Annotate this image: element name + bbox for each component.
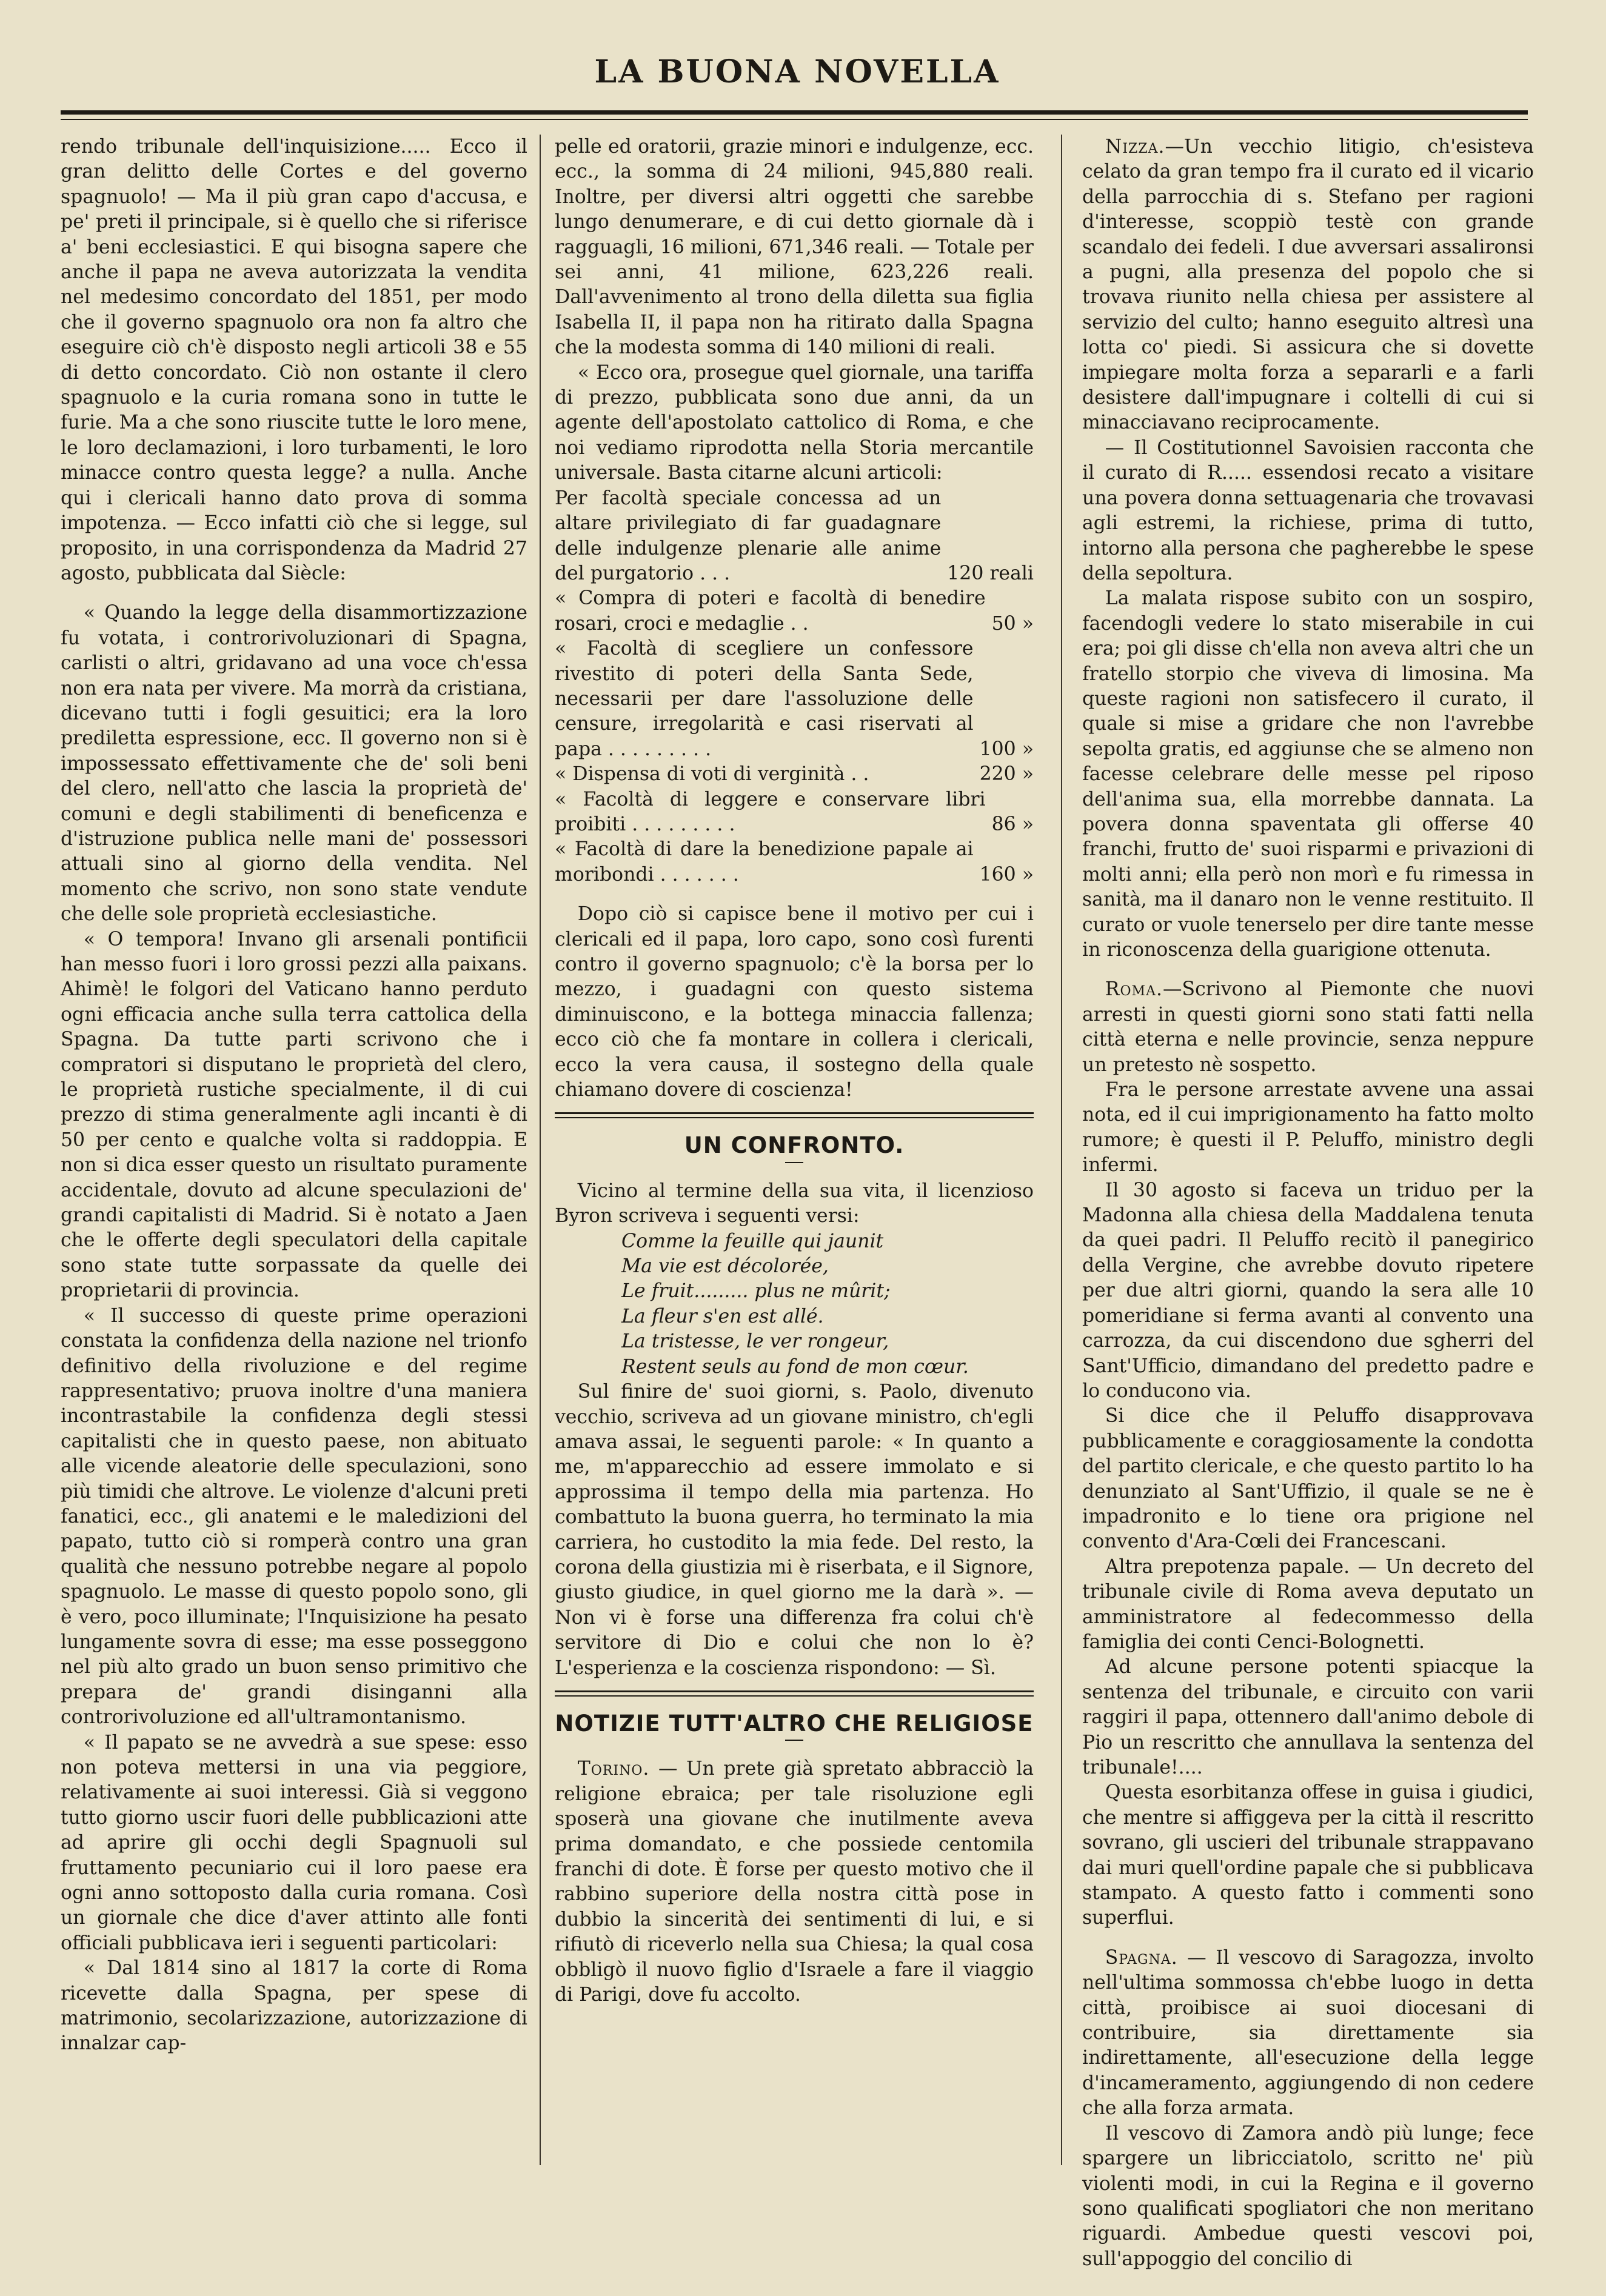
tariff-item (555, 787, 1034, 838)
tariff-item-text: « Dispensa di voti di verginità . . (555, 763, 869, 786)
col3-paragraph: Questa esorbitanza offese in guisa i giudici, che mentre si affiggeva per la città il rescritto sovrano, gli uscieri del tribunale strappavano dai muri quell'ordine papale che si pubblicava stampato. A questo fatto i commenti sono superflui. (1082, 1781, 1534, 1929)
tariff-item-text: « Facoltà di leggere e conservare libri proibiti . . . . . . . . . (555, 788, 986, 835)
city-name: Torino. (577, 1758, 650, 1780)
nizza-body: —Un vecchio litigio, ch'esisteva celato da gran tempo fra il curato ed il vicario della parrocchia di s. Stefano per ragioni d'interesse, scoppiò testè con grande scandalo dei fedeli. I due avversari assalironsi a pugni, alla presenza del popolo che si trovava riunito nella chiesa per assistere al servizio del culto; hanno eseguito altresì una lotta co' piedi. Si assicura che si dovette impiegare molta forza a separarli e a farli desistere dall'impugnare i coltelli di cui si minacciavano reciprocamente. (1082, 136, 1534, 434)
roma-body: —Scrivono al Piemonte che nuovi arresti in questi giorni sono stati fatti nella città eterna e nelle provincie, senza neppure un pretesto nè sospetto. (1082, 978, 1534, 1076)
col1-paragraph: rendo tribunale dell'inquisizione..... Ecco il gran delitto delle Cortes e del governo spagnuolo! — Ma il più gran capo d'accusa, e pe' preti il principale, si è quello che si riferisce a' beni ecclesiastici. E qui bisogna sapere che anche il papa ne aveva autorizzata la vendita nel medesimo concordato del 1851, per modo che il governo spagnuolo ora non fa altro che eseguire ciò ch'è disposto negli articoli 38 e 55 di detto concordato. Ciò non ostante il clero spagnuolo e la curia romana sono in tutte le furie. Ma a che sono riuscite tutte le loro mene, le loro declamazioni, i loro turbamenti, le loro minacce contro questa legge? a nulla. Anche qui i clericali hanno dato prova di somma impotenza. — Ecco infatti ciò che si legge, sul proposito, in una corrispondenza da Madrid 27 agosto, pubblicata dal Siècle: (61, 136, 527, 584)
col2-paragraph: « Ecco ora, prosegue quel giornale, una tariffa di prezzo, pubblicata sono due anni, da un agente dell'apostolato cattolico di Roma, e che noi vediamo riprodotta nella Storia mercantile universale. Basta citarne alcuni articoli: (555, 361, 1034, 484)
col3-paragraph: Il vescovo di Zamora andò più lunge; fece spargere un libricciatolo, scritto ne' più violenti modi, in cui la Regina e il governo sono qualificati spogliatori che non meritano riguardi. Ambedue questi vescovi poi, sull'appoggio del concilio di (1082, 2122, 1534, 2270)
tariff-item-price: 220 » (979, 763, 1034, 786)
col1-paragraph: « Dal 1814 sino al 1817 la corte di Roma ricevette dalla Spagna, per spese di matrimonio, secolarizzazione, autorizzazione di innalzar cap- (61, 1957, 527, 2055)
spagna-body: — Il vescovo di Saragozza, involto nell'ultima sommossa ch'ebbe luogo in detta città, proibisce ai suoi diocesani di contribuire, sia direttamente sia indirettamente, all'esecuzione della legge d'incameramento, aggiungendo di non cedere che alla forza armata. (1082, 1946, 1534, 2120)
section-rule (555, 1112, 1034, 1114)
col3-paragraph: Fra le persone arrestate avvene una assai nota, ed il cui imprigionamento ha fatto molto rumore; è questi il P. Peluffo, ministro degli infermi. (1082, 1079, 1534, 1176)
col1-paragraph: « Il papato se ne avvedrà a sue spese: esso non poteva mettersi in una via peggiore, relativamente ai suoi interessi. Già si veggono tutto giorno uscir fuori delle pubblicazioni atte ad aprire gli occhi degli Spagnuoli sul fruttamento pecuniario cui il loro paese era ogni anno sottoposto dalla curia romana. Così un giornale che dice d'aver attinto alle fonti officiali pubblicava ieri i seguenti particolari: (61, 1731, 527, 1954)
tariff-item (555, 762, 1034, 787)
col3-paragraph: Altra prepotenza papale. — Un decreto del tribunale civile di Roma aveva deputato un amministratore al fedecommesso della famiglia dei conti Cenci-Bolognetti. (1082, 1555, 1534, 1653)
verse-line: Ma vie est décolorée, (621, 1255, 829, 1278)
col3-paragraph: Si dice che il Peluffo disapprovava pubblicamente e coraggiosamente la condotta del partito clericale, e che questo partito lo ha denunziato al Sant'Uffizio, il quale se ne è impadronito e lo tiene ora prigione nel convento d'Ara-Cœli dei Francescani. (1082, 1405, 1534, 1553)
tariff-list (555, 486, 1034, 888)
col3-paragraph: — Il Costitutionnel Savoisien racconta che il curato di R..... essendosi recato a visitare una povera donna settuagenaria che trovavasi agli estremi, la richiese, prima di tutto, intorno alla persona che pagherebbe le spese della sepoltura. (1082, 436, 1534, 584)
confronto-intro: Vicino al termine della sua vita, il licenzioso Byron scriveva i seguenti versi: (555, 1180, 1034, 1227)
tariff-item-text: Per facoltà speciale concessa ad un altare privilegiato di far guadagnare delle indulgenze plenarie alle anime del purgatorio . . . (555, 487, 942, 584)
section-rule (555, 1695, 1034, 1697)
city-name: Roma. (1105, 978, 1163, 1001)
nizza-news (1082, 135, 1534, 436)
spagna-news (1082, 1946, 1534, 2121)
roma-news (1082, 977, 1534, 1078)
verse-line: Restent seuls au fond de mon cœur. (621, 1355, 969, 1378)
tariff-item-text: « Facoltà di dare la benedizione papale ai moribondi . . . . . . . (555, 838, 974, 886)
column-2 (555, 135, 1034, 2165)
masthead-rule-thin (61, 119, 1528, 120)
verse-line: La fleur s'en est allé. (621, 1305, 824, 1327)
tariff-item-price: 120 reali (947, 562, 1034, 584)
col1-paragraph: « Il successo di queste prime operazioni constata la confidenza della nazione nel trionfo definitivo della rivoluzione e del regime rappresentativo; pruova inoltre d'una maniera incontrastabile la confidenza degli stessi capitalisti che in questo paese, non abituato alle vicende aleatorie delle speculazioni, sono più timidi che altrove. Le violenze d'alcuni preti fanatici, ecc., gli anatemi e le maledizioni del papato, tutto ciò si romperà contro una gran qualità che nessuno potrebbe negare al popolo spagnuolo. Le masse di questo popolo sono, gli è vero, poco illuminate; l'Inquisizione ha pesato lungamente sovra di esse; ma esse posseggono nel più alto grado un buon senso primitivo che prepara de' grandi disinganni alla controrivoluzione ed all'ultramontanismo. (61, 1304, 527, 1729)
masthead: LA BUONA NOVELLA (594, 53, 1000, 90)
tariff-item-price: 160 » (979, 863, 1034, 886)
col3-paragraph: La malata rispose subito con un sospiro, facendogli vedere lo stato miserabile in cui era; poi gli disse ch'ella non aveva altri che un fratello storpio che viveva di limosina. Ma queste ragioni non satisfecero il curato, il quale si mise a gridare che non l'avrebbe sepolta gratis, ed aggiunse che se almeno non facesse celebrare delle messe pel riposo dell'anima sua, ella morrebbe dannata. La povera donna spaventata gli offerse 40 franchi, frutto de' suoi risparmi e privazioni di molti anni; ella però non morì e fu rimessa in sanità, ma il danaro non le venne restituito. Il curato or vuole tenerselo per dire tante messe in riconoscenza della guarigione ottenuta. (1082, 587, 1534, 961)
torino-news (555, 1757, 1034, 2007)
verse-line: Le fruit......... plus ne mûrit; (621, 1280, 891, 1303)
column-1 (61, 135, 527, 2165)
section-title-confronto: UN CONFRONTO. (684, 1132, 905, 1159)
col3-paragraph: Il 30 agosto si faceva un triduo per la Madonna alla chiesa della Maddalena tenuta da quei padri. Il Peluffo recitò il panegirico della Vergine, che avrebbe dovuto ripetere per due altri giorni, quando la sera alle 10 pomeridiane si ferma avanti al convento una carrozza, da cui discendono due sgherri del Sant'Ufficio, dimandano del predetto padre e lo conducono via. (1082, 1179, 1534, 1402)
col3-paragraph: Ad alcune persone potenti spiacque la sentenza del tribunale, e circuito con varii raggiri il papa, ottennero dall'animo debole di Pio un rescritto che annullava la sentenza del tribunale!.... (1082, 1656, 1534, 1778)
column-3 (1082, 135, 1534, 2270)
city-name: Nizza. (1105, 136, 1165, 158)
verse-line: Comme la feuille qui jaunit (621, 1230, 884, 1252)
section-dash (785, 1162, 803, 1163)
tariff-item-price: 100 » (979, 738, 1034, 760)
tariff-item (555, 486, 1034, 587)
tariff-item-text: « Compra di poteri e facoltà di benedire rosari, croci e medaglie . . (555, 587, 986, 635)
col2-conclusion: Dopo ciò si capisce bene il motivo per cui i clericali ed il papa, loro capo, sono così furenti contro il governo spagnuolo; c'è la borsa per lo mezzo, i guadagni con questo sistema diminuiscono, e la bottega minaccia fallenza; ecco ciò che fa montare in collera i clericali, ecco la vera causa, il sostegno della quale chiamano dovere di coscienza! (555, 903, 1034, 1101)
column-divider-1 (540, 135, 541, 2165)
col1-paragraph: « O tempora! Invano gli arsenali pontificii han messo fuori i loro grossi pezzi alla paixans. Ahimè! le folgori del Vaticano hanno perduto ogni efficacia anche sulla terra cattolica della Spagna. Da tutte parti scrivono che i compratori si disputano le proprietà del clero, le proprietà rustiche specialmente, il di cui prezzo di stima generalmente agli incanti è di 50 per cento e qualche volta si raddoppia. E non si dica esser questo un risultato puramente accidentale, dovuto ad alcune speculazioni de' grandi capitalisti di Madrid. Si è notato a Jaen che le offerte degli speculatori della capitale sono state tutte sorpassate da quelle dei proprietarii di provincia. (61, 928, 527, 1302)
tariff-item-text: « Facoltà di scegliere un confessore rivestito di poteri della Santa Sede, necessarii per dare l'assoluzione delle censure, irregolarità e casi riservati al papa . . . . . . . . . (555, 638, 974, 760)
torino-body: — Un prete già spretato abbracciò la religione ebraica; per tale risoluzione egli sposerà una giovane che inutilmente aveva prima domandato, e che possiede centomila franchi di dote. È forse per questo motivo che il rabbino superiore della nostra città pose in dubbio la sincerità dei sentimenti di lui, e si rifiutò di riceverlo nella sua Chiesa; la qual cosa obbligò il nuovo figlio d'Israele a fare il viaggio di Parigi, dove fu accolto. (555, 1758, 1034, 2006)
byron-verses (555, 1229, 1034, 1380)
city-name: Spagna. (1105, 1946, 1178, 1969)
tariff-item (555, 837, 1034, 887)
col1-paragraph: « Quando la legge della disammortizzazione fu votata, i controrivoluzionari di Spagna, carlisti o altri, gridavano ad una voce ch'essa non era nata per vivere. Ma morrà da cristiana, dicevano tutti i fogli gesuitici; era la loro prediletta espressione, ecc. Il governo non si è impossessato effettivamente che de' soli beni del clero, nell'atto che lascia la proprietà de' comuni e degli stabilimenti di beneficenza e d'istruzione publica nelle mani de' possessori attuali sino al giorno della vendita. Nel momento che scrivo, non sono state vendute che delle sole proprietà ecclesiastiche. (61, 602, 527, 926)
verse-line: La tristesse, le ver rongeur, (621, 1330, 889, 1353)
tariff-item (555, 636, 1034, 762)
col2-paragraph: pelle ed oratorii, grazie minori e indulgenze, ecc. ecc., la somma di 24 milioni, 945,880 reali. Inoltre, per diversi altri oggetti che sarebbe lungo denumerare, e di cui detto giornale dà i ragguagli, 16 milioni, 671,346 reali. — Totale per sei anni, 41 milione, 623,226 reali. Dall'avvenimento al trono della diletta sua figlia Isabella II, il papa non ha ritirato dalla Spagna che la modesta somma di 140 milioni di reali. (555, 136, 1034, 359)
section-rule (555, 1117, 1034, 1118)
confronto-body: Sul finire de' suoi giorni, s. Paolo, divenuto vecchio, scriveva ad un giovane ministro, ch'egli amava assai, le seguenti parole: « In quanto a me, m'apparecchio ad essere immolato e si approssima il tempo della mia partenza. Ho combattuto la buona guerra, ho terminato la mia carriera, ho custodito la mia fede. Del resto, la corona della giustizia mi è riserbata, e il Signore, giusto giudice, in quel giorno me la darà ». — Non vi è forse una differenza fra colui ch'è servitore di Dio e colui che non lo è? L'esperienza e la coscienza rispondono: — Sì. (555, 1381, 1034, 1679)
tariff-item (555, 586, 1034, 636)
tariff-item-price: 86 » (991, 813, 1034, 835)
tariff-item-price: 50 » (991, 612, 1034, 635)
masthead-rule-thick (61, 110, 1528, 115)
section-rule (555, 1690, 1034, 1692)
section-dash (785, 1740, 803, 1741)
section-title-notizie: NOTIZIE TUTT'ALTRO CHE RELIGIOSE (555, 1710, 1034, 1737)
column-divider-2 (1061, 135, 1062, 2165)
